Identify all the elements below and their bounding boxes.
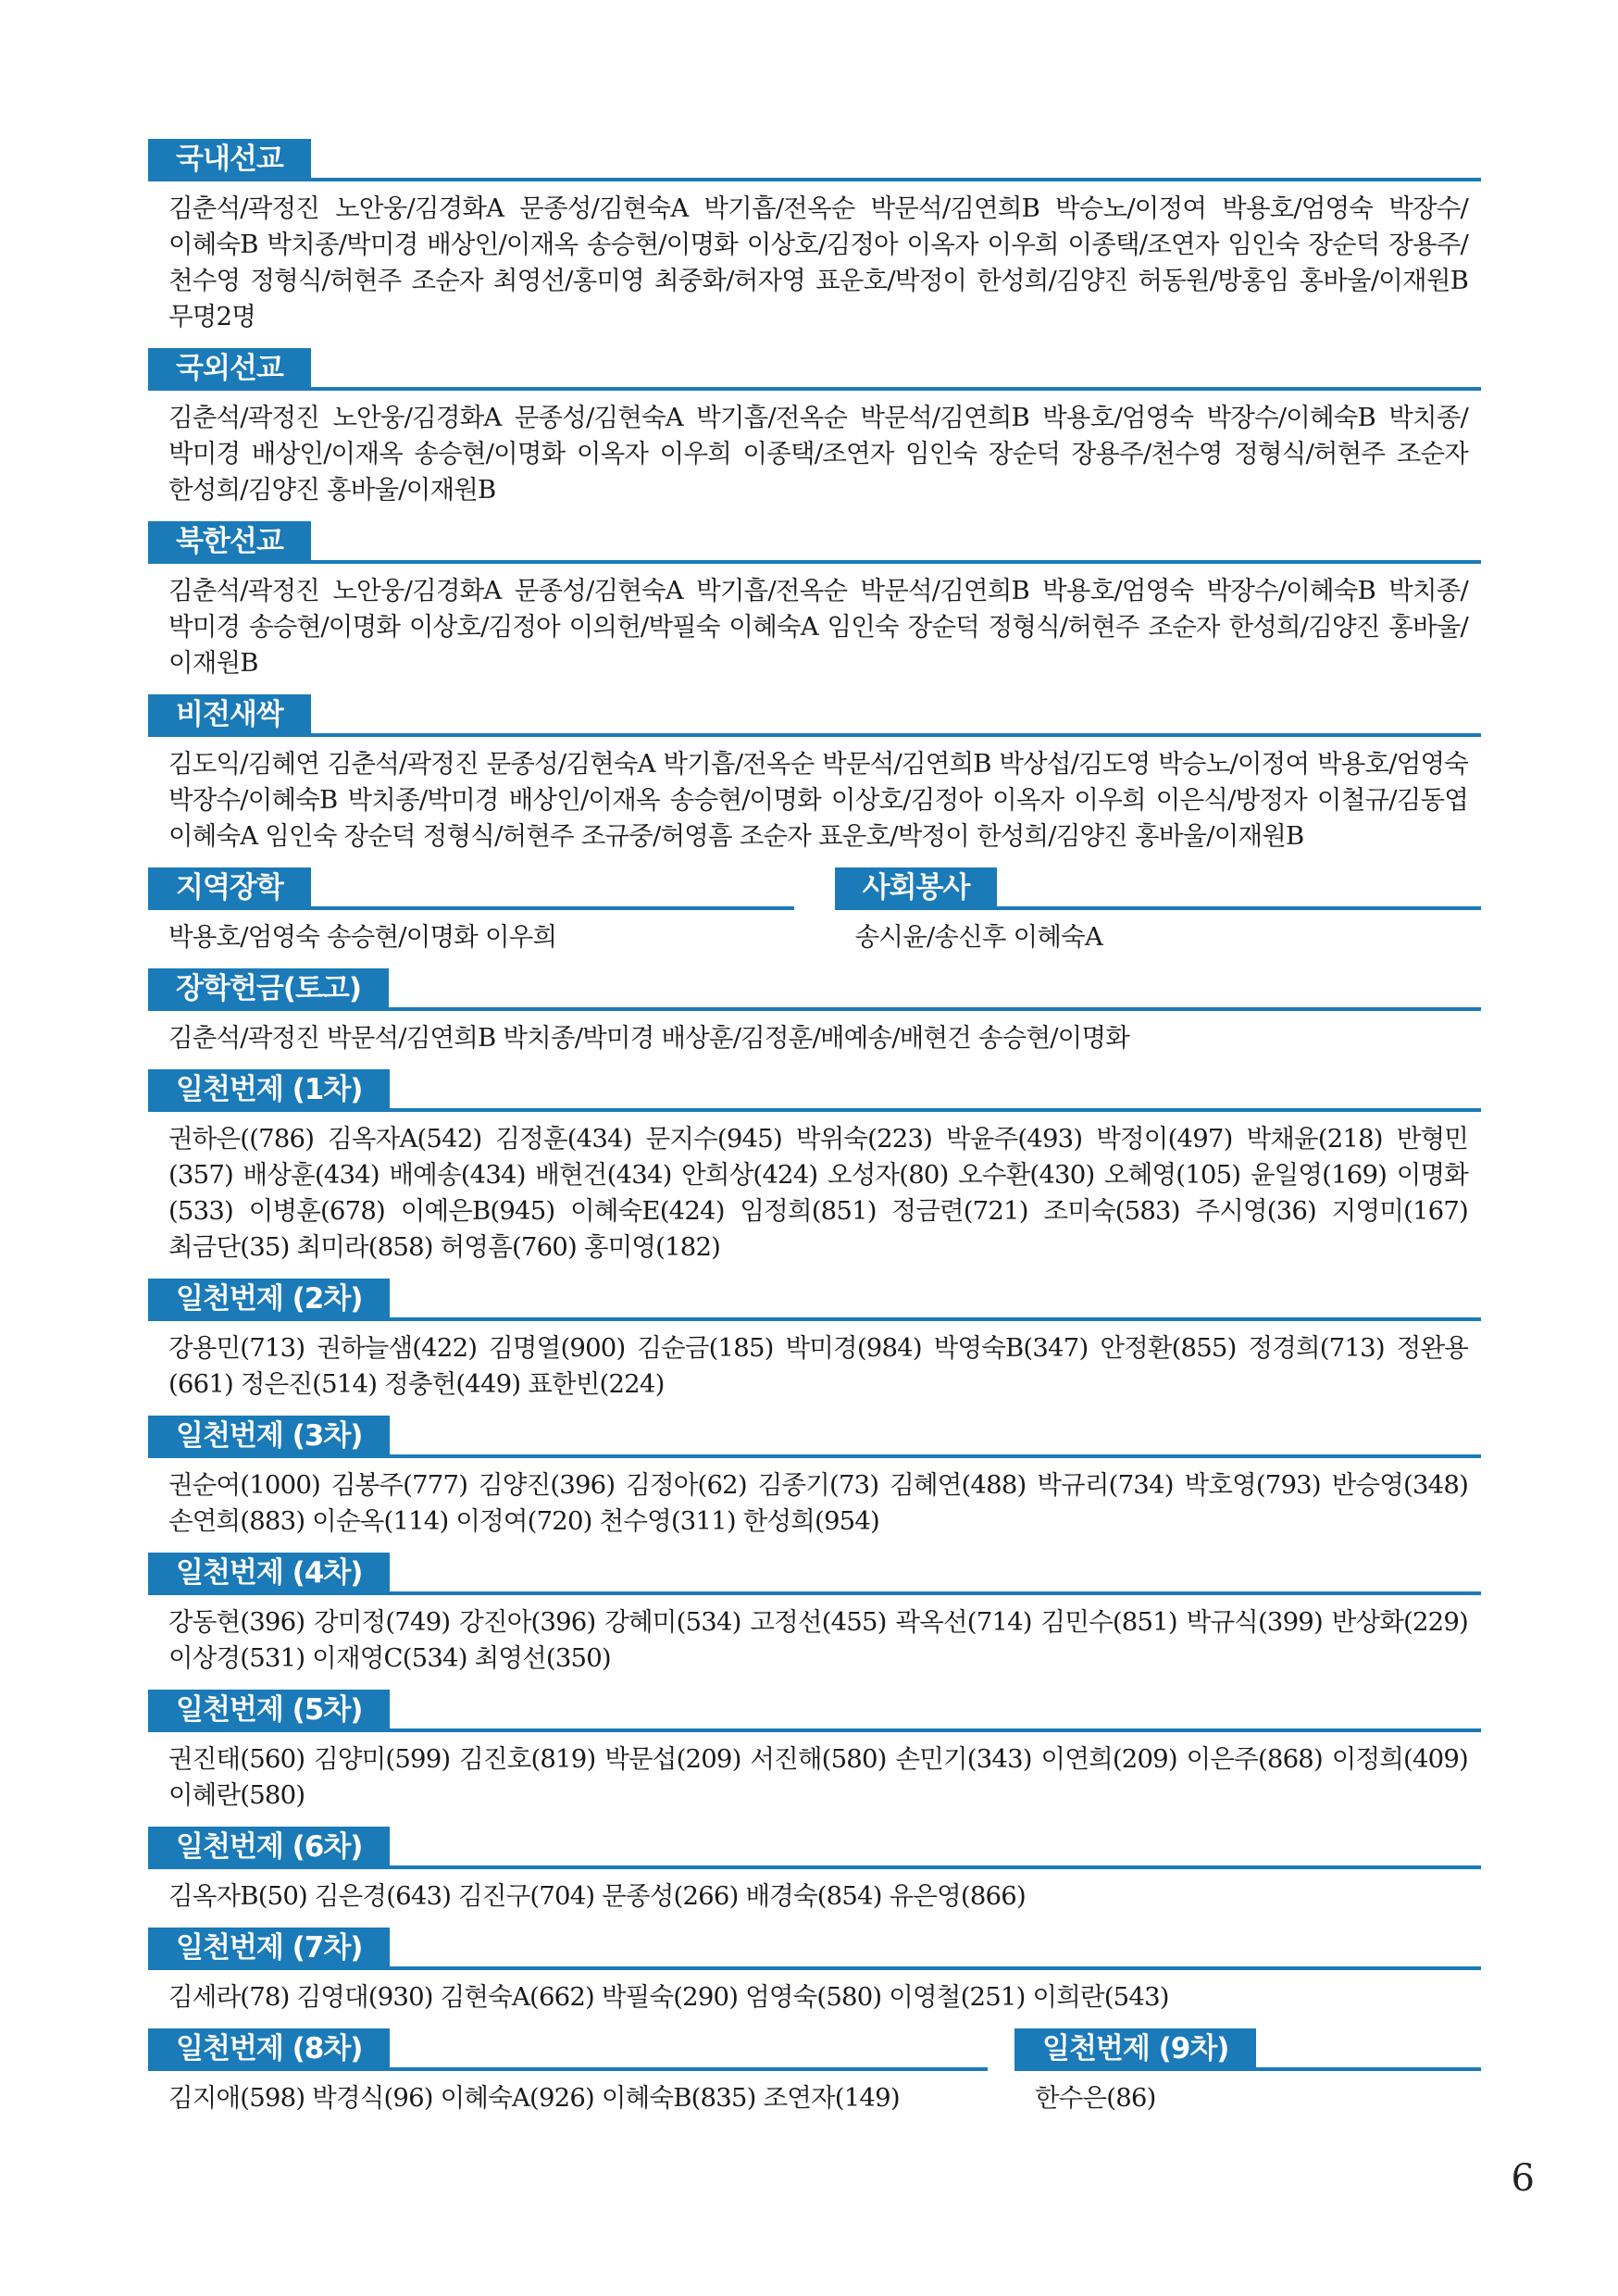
two-column-row — [148, 2028, 1481, 2129]
offering-list-page — [148, 139, 1481, 2129]
section-offering-round-9 — [1014, 2028, 1481, 2116]
section-scholarship-togo — [148, 968, 1481, 1056]
section-body: 한수은(86) — [1035, 2083, 1156, 2113]
section-title: 일천번제 (4차) — [148, 1553, 390, 1593]
section-north-korea-mission — [148, 521, 1481, 681]
section-body: 김춘석/곽정진 박문석/김연희B 박치종/박미경 배상훈/김정훈/배예송/배현건 송승현/이명화 — [168, 1023, 1129, 1053]
section-body: 강용민(713) 권하늘샘(422) 김명열(900) 김순금(185) 박미경(984) 박영숙B(347) 안정환(855) 정경희(713) 정완용(661) 정은진(514) 정충헌(449) 표한빈(224) — [168, 1333, 1468, 1399]
section-offering-round-3 — [148, 1416, 1481, 1540]
section-rule — [148, 387, 1481, 391]
section-body: 김세라(78) 김영대(930) 김현숙A(662) 박필숙(290) 엄영숙(580) 이영철(251) 이희란(543) — [168, 1982, 1169, 2012]
section-domestic-mission — [148, 139, 1481, 335]
section-offering-round-8 — [148, 2028, 988, 2116]
section-title: 일천번제 (6차) — [148, 1827, 390, 1867]
section-title: 일천번제 (5차) — [148, 1690, 390, 1730]
section-title: 국외선교 — [148, 348, 311, 389]
section-offering-round-7 — [148, 1928, 1481, 2015]
section-rule — [148, 178, 1481, 181]
section-body: 권하은((786) 김옥자A(542) 김정훈(434) 문지수(945) 박위숙(223) 박윤주(493) 박정이(497) 박채윤(218) 반형민(357) 배상훈(434) 배예송(434) 배현건(434) 안희상(424) 오성자(80) 오수환(430) 오혜영(105) 윤일영(169) 이명화(533) 이병훈(678) 이예은B(945) 이혜숙E(424) 임정희(851) 정금련(721) 조미숙(583) 주시영(36) 지영미(167) 최금단(35) 최미라(858) 허영흠(760) 홍미영(182) — [168, 1124, 1468, 1262]
section-title: 지역장학 — [148, 867, 311, 908]
section-offering-round-6 — [148, 1827, 1481, 1915]
section-offering-round-4 — [148, 1553, 1481, 1677]
section-title: 국내선교 — [148, 139, 311, 180]
section-rule — [148, 560, 1481, 564]
section-overseas-mission — [148, 348, 1481, 508]
page-number: 6 — [1511, 2157, 1535, 2200]
section-title: 북한선교 — [148, 521, 311, 562]
section-body: 강동현(396) 강미정(749) 강진아(396) 강혜미(534) 고정선(455) 곽옥선(714) 김민수(851) 박규식(399) 반상화(229) 이상경(531) 이재영C(534) 최영선(350) — [168, 1607, 1468, 1673]
section-title: 일천번제 (9차) — [1014, 2028, 1256, 2069]
section-body: 권진태(560) 김양미(599) 김진호(819) 박문섭(209) 서진해(580) 손민기(343) 이연희(209) 이은주(868) 이정희(409) 이혜란(580) — [168, 1744, 1468, 1810]
section-body: 송시윤/송신후 이혜숙A — [854, 922, 1102, 952]
section-offering-round-5 — [148, 1690, 1481, 1814]
section-social-service — [835, 867, 1481, 955]
section-title: 일천번제 (3차) — [148, 1416, 390, 1456]
section-body: 김춘석/곽정진 노안웅/김경화A 문종성/김현숙A 박기흡/전옥순 박문석/김연희B 박승노/이정여 박용호/엄영숙 박장수/이혜숙B 박치종/박미경 배상인/이재옥 송승현/이명화 이상호/김정아 이옥자 이우희 이종택/조연자 임인숙 장순덕 장용주/천수영 정형식/허현주 조순자 최영선/홍미영 최중화/허자영 표운호/박정이 한성희/김양진 허동원/방홍임 홍바울/이재원B 무명2명 — [168, 193, 1468, 331]
section-title: 일천번제 (8차) — [148, 2028, 390, 2069]
section-body: 김도익/김혜연 김춘석/곽정진 문종성/김현숙A 박기흡/전옥순 박문석/김연희B 박상섭/김도영 박승노/이정여 박용호/엄영숙 박장수/이혜숙B 박치종/박미경 배상인/이재옥 송승현/이명화 이상호/김정아 이옥자 이우희 이은식/방정자 이철규/김동엽 이혜숙A 임인숙 장순덕 정형식/허현주 조규중/허영흠 조순자 표운호/박정이 한성희/김양진 홍바울/이재원B — [168, 749, 1468, 851]
section-offering-round-1 — [148, 1069, 1481, 1266]
section-title: 일천번제 (7차) — [148, 1928, 390, 1968]
section-title: 장학헌금(토고) — [148, 968, 389, 1009]
section-title: 사회봉사 — [835, 867, 998, 908]
section-offering-round-2 — [148, 1279, 1481, 1403]
section-body: 김춘석/곽정진 노안웅/김경화A 문종성/김현숙A 박기흡/전옥순 박문석/김연희B 박용호/엄영숙 박장수/이혜숙B 박치종/박미경 송승현/이명화 이상호/김정아 이의헌/박필숙 이혜숙A 임인숙 장순덕 정형식/허현주 조순자 한성희/김양진 홍바울/이재원B — [168, 576, 1468, 678]
section-vision-sprout — [148, 694, 1481, 855]
section-body: 김옥자B(50) 김은경(643) 김진구(704) 문종성(266) 배경숙(854) 유은영(866) — [168, 1881, 1026, 1911]
section-rule — [148, 733, 1481, 737]
two-column-row — [148, 867, 1481, 968]
section-title: 비전새싹 — [148, 694, 311, 735]
section-title: 일천번제 (1차) — [148, 1069, 390, 1110]
section-body: 김지애(598) 박경식(96) 이혜숙A(926) 이혜숙B(835) 조연자(149) — [168, 2083, 900, 2113]
section-body: 박용호/엄영숙 송승현/이명화 이우희 — [168, 922, 557, 952]
section-regional-scholarship — [148, 867, 794, 955]
section-title: 일천번제 (2차) — [148, 1279, 390, 1319]
section-body: 김춘석/곽정진 노안웅/김경화A 문종성/김현숙A 박기흡/전옥순 박문석/김연희B 박용호/엄영숙 박장수/이혜숙B 박치종/박미경 배상인/이재옥 송승현/이명화 이옥자 이우희 이종택/조연자 임인숙 장순덕 장용주/천수영 정형식/허현주 조순자 한성희/김양진 홍바울/이재원B — [168, 403, 1468, 505]
section-body: 권순여(1000) 김봉주(777) 김양진(396) 김정아(62) 김종기(73) 김혜연(488) 박규리(734) 박호영(793) 반승영(348) 손연희(883) 이순옥(114) 이정여(720) 천수영(311) 한성희(954) — [168, 1470, 1468, 1536]
